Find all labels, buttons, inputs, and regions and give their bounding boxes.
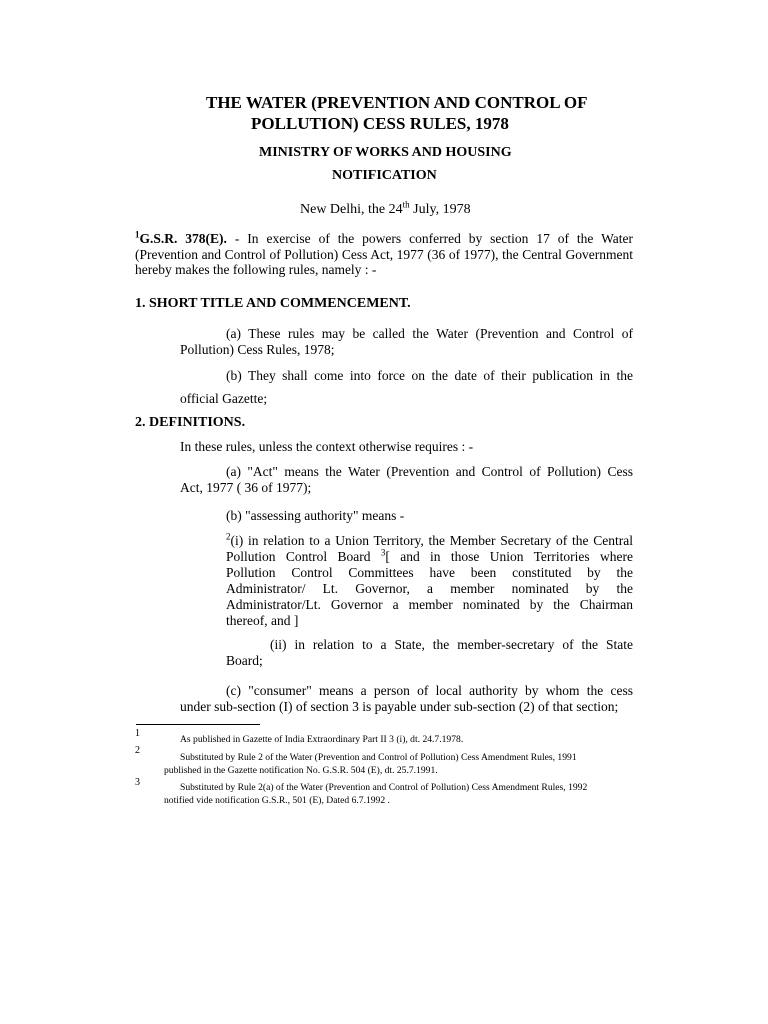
ministry-heading: MINISTRY OF WORKS AND HOUSING [259,145,512,160]
section1-b-line2: official Gazette; [180,391,268,406]
section2-heading: 2. DEFINITIONS. [135,415,246,430]
section2-b: (b) "assessing authority" means - [226,508,405,523]
notification-heading: NOTIFICATION [332,168,437,183]
definition-i-line2 [226,549,633,565]
preamble-paragraph [135,231,633,278]
document-title-line2: POLLUTION) CESS RULES, 1978 [251,114,509,133]
definition-i-text1: (i) in relation to a Union Territory, the Member Secretary of the Central [230,533,633,548]
section2-c-line2: under sub-section (I) of section 3 is payable under sub-section (2) of that section; [180,699,619,714]
definition-i-line6: thereof, and ] [226,613,299,628]
definition-i-text2b: [ and in those Union Territories where [385,549,633,564]
definition-i-line3: Pollution Control Committees have been constituted by the [226,565,633,580]
footnote-2-number: 2 [135,745,140,756]
footnote-2-text-line2: published in the Gazette notification No. G.S.R. 504 (E), dt. 25.7.1991. [164,765,438,776]
section2-c-line1: (c) "consumer" means a person of local authority by whom the cess [226,683,633,698]
footnote-ref-1: 1 [135,229,140,240]
dateline-suffix: July, 1978 [409,202,471,217]
dateline [300,199,471,218]
gsr-number: G.S.R. 378(E). [139,231,227,246]
dateline-sup: th [402,199,410,210]
preamble-text: - In exercise of the powers conferred by section 17 of the Water (Prevention and Control of Pollution) Cess Act, 1977 (36 of 1977), the Central Government hereby makes the following rules, namely : - [135,231,633,278]
definition-i-line5: Administrator/Lt. Governor a member nominated by the Chairman [226,597,633,612]
document-title-line1: THE WATER (PREVENTION AND CONTROL OF [206,93,588,112]
footnote-3-text-line2: notified vide notification G.S.R., 501 (E), Dated 6.7.1992 . [164,795,390,806]
footnote-ref-3: 3 [380,547,386,558]
definition-i-line4: Administrator/ Lt. Governor, a member nominated by the [226,581,633,596]
footnote-1-number: 1 [135,728,140,739]
section2-a-line2: Act, 1977 ( 36 of 1977); [180,480,312,495]
definition-i-line1 [226,533,633,549]
footnote-1-text: As published in Gazette of India Extraordinary Part II 3 (i), dt. 24.7.1978. [180,734,464,745]
section1-heading: 1. SHORT TITLE AND COMMENCEMENT. [135,296,411,311]
section1-b-line1: (b) They shall come into force on the date of their publication in the [226,368,633,383]
footnote-2-text-line1: Substituted by Rule 2 of the Water (Prevention and Control of Pollution) Cess Amendment Rules, 1991 [180,752,577,763]
definition-ii-line2: Board; [226,653,263,668]
definition-ii-line1: (ii) in relation to a State, the member-secretary of the State [270,637,633,652]
footnote-3-number: 3 [135,777,140,788]
footnote-divider [136,724,260,725]
section1-a-line2: Pollution) Cess Rules, 1978; [180,342,335,357]
footnote-ref-2: 2 [226,531,231,542]
section2-intro: In these rules, unless the context otherwise requires : - [180,439,474,454]
definition-i-text2a: Pollution Control Board [226,549,381,564]
footnote-3-text-line1: Substituted by Rule 2(a) of the Water (Prevention and Control of Pollution) Cess Amendment Rules, 1992 [180,782,588,793]
section2-a-line1: (a) "Act" means the Water (Prevention and Control of Pollution) Cess [226,464,633,479]
dateline-prefix: New Delhi, the 24 [300,202,403,217]
section1-a-line1: (a) These rules may be called the Water (Prevention and Control of [226,326,633,341]
